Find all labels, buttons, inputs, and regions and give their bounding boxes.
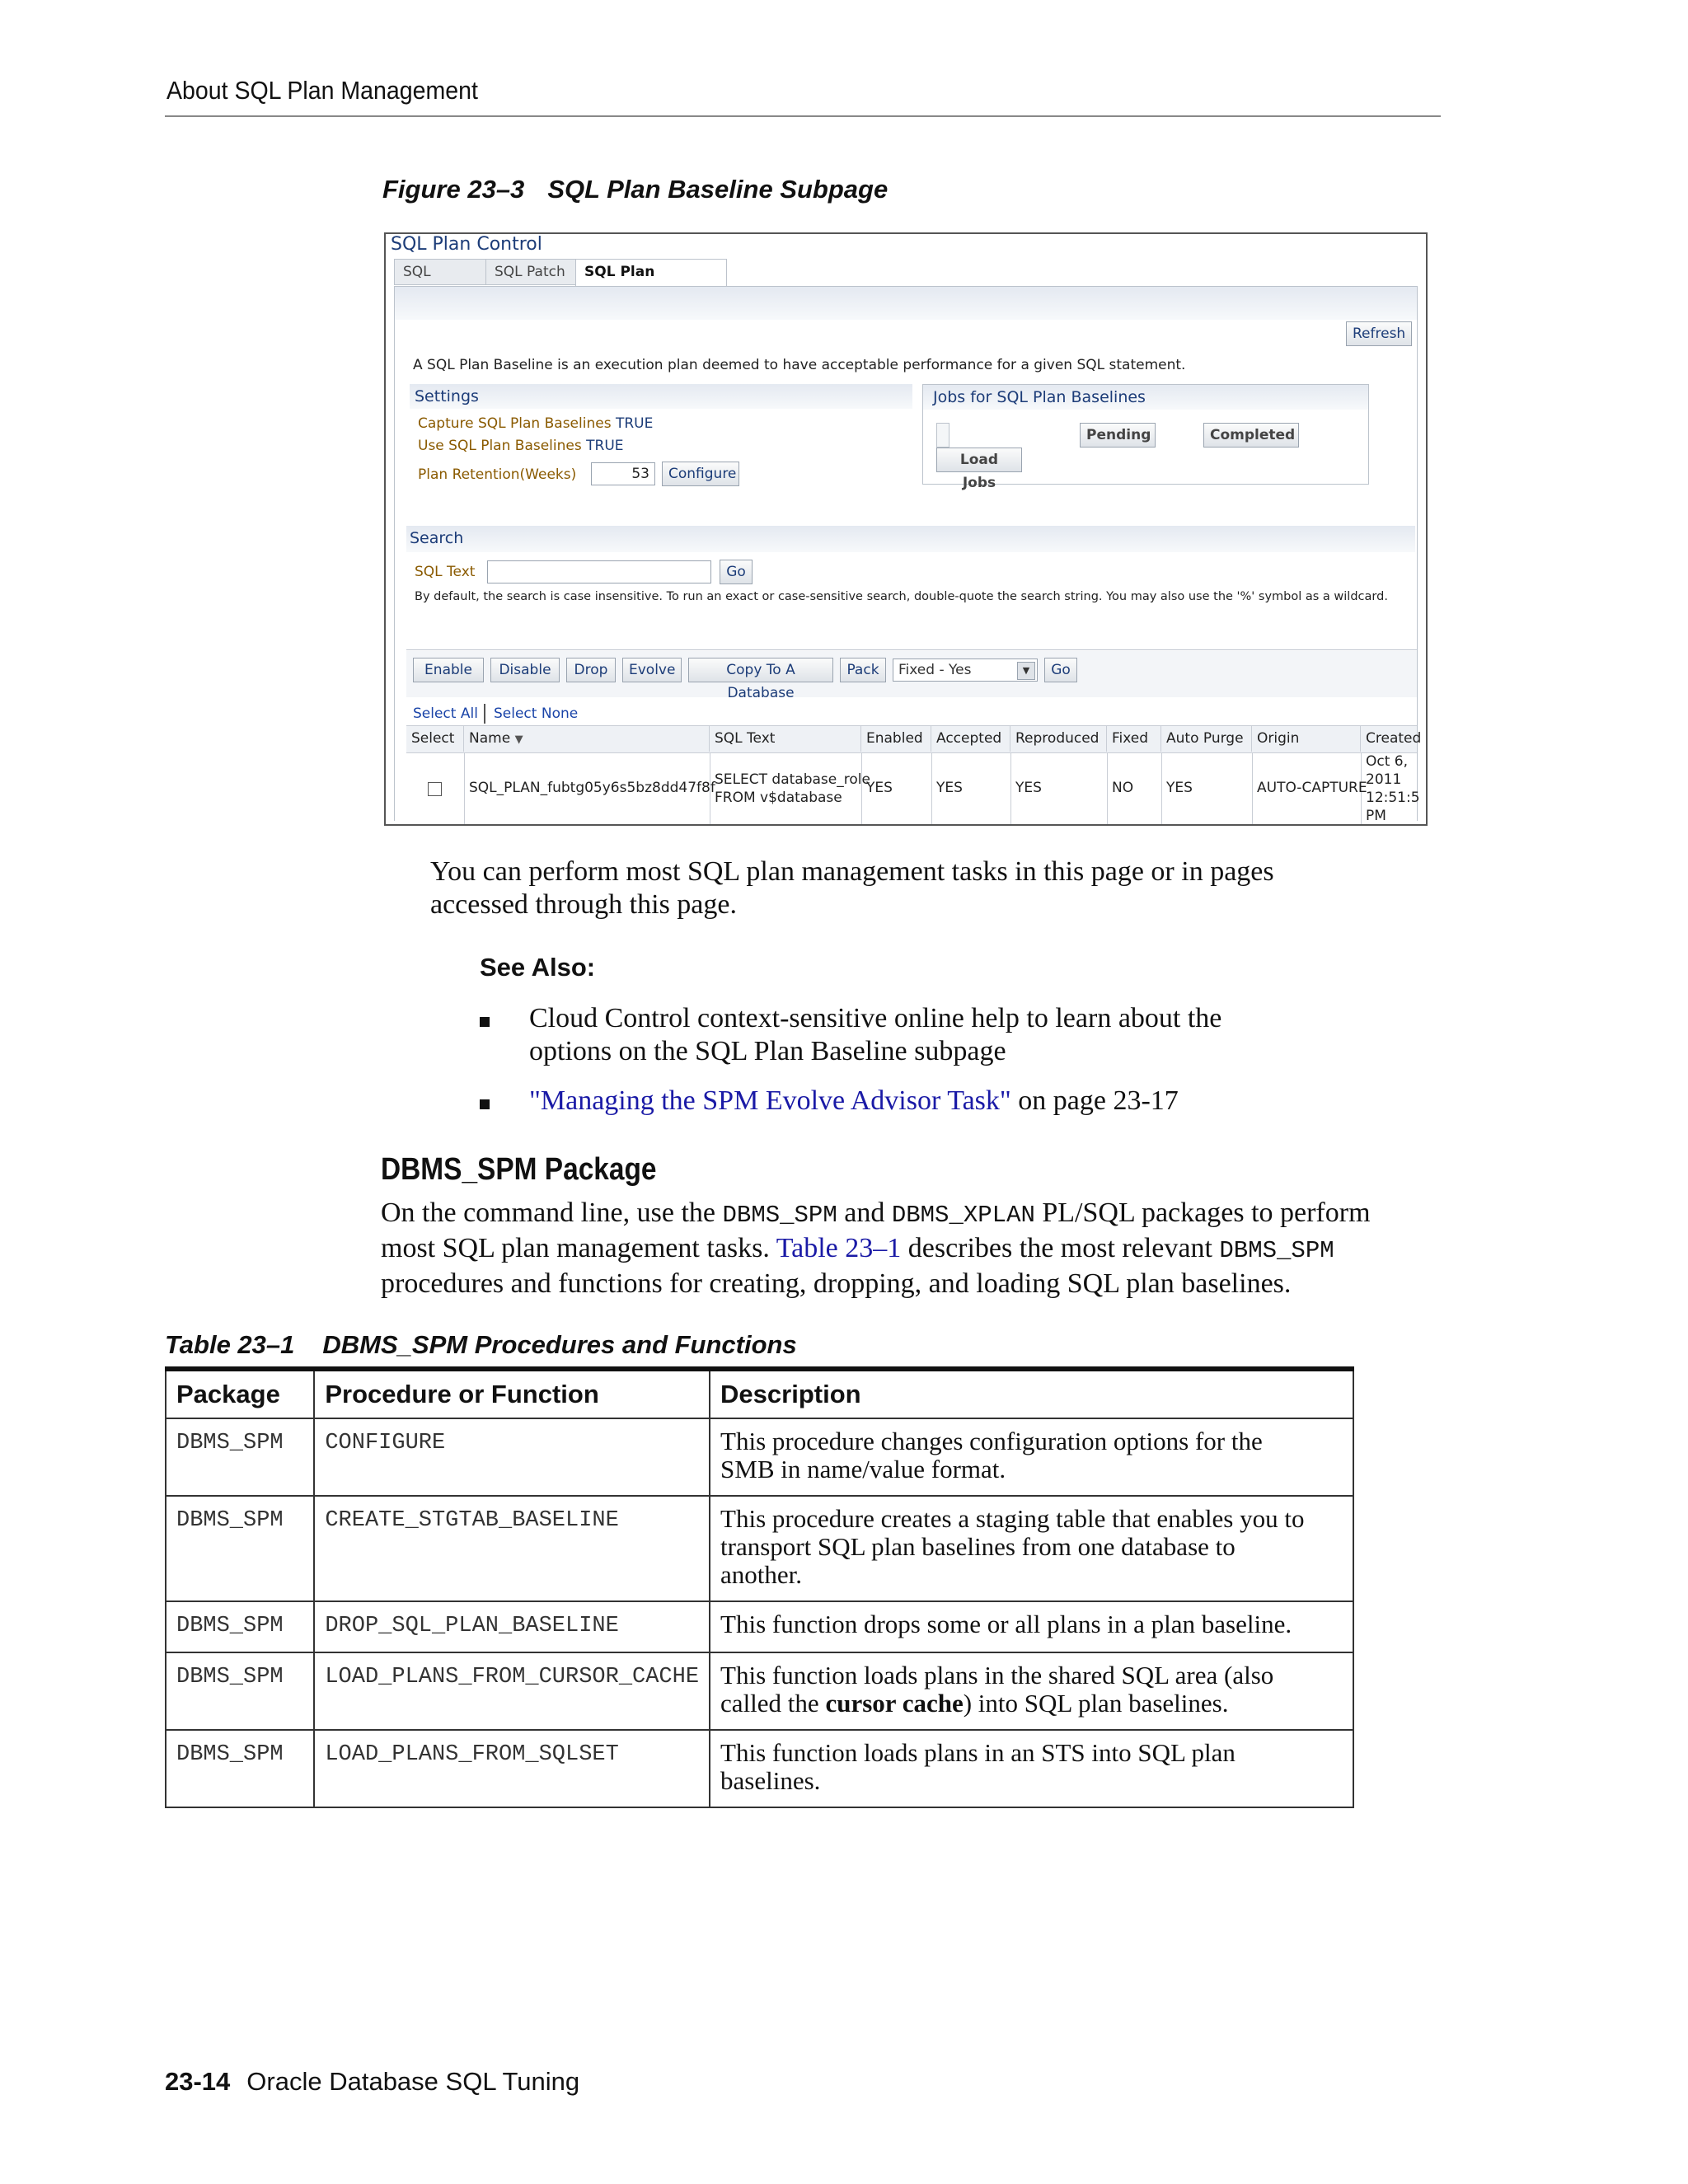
settings-bar — [410, 384, 912, 409]
desc-line: This function loads plans in an STS into SQL plan — [720, 1738, 1236, 1767]
cell-procedure: DROP_SQL_PLAN_BASELINE — [314, 1601, 710, 1652]
pending-button[interactable]: Pending — [1080, 423, 1156, 448]
table-header-row — [166, 1369, 1353, 1418]
cell-description — [710, 1601, 1353, 1652]
refresh-button[interactable]: Refresh — [1346, 321, 1412, 346]
bullet-icon — [480, 1099, 490, 1109]
page-footer — [165, 2067, 579, 2097]
use-value: TRUE — [586, 438, 624, 454]
text-run: called the — [720, 1689, 826, 1718]
text-run: most SQL plan management tasks. — [381, 1233, 776, 1263]
cell-package: DBMS_SPM — [166, 1601, 314, 1652]
desc-line: This function drops some or all plans in a plan baseline. — [720, 1610, 1292, 1638]
col-auto-purge: Auto Purge — [1161, 725, 1252, 752]
col-name-label: Name — [469, 730, 511, 747]
settings-heading: Settings — [415, 387, 479, 405]
accepted-value: YES — [936, 780, 963, 796]
search-heading: Search — [410, 529, 464, 547]
section-line-1 — [381, 1197, 1371, 1232]
fixed-select[interactable] — [893, 658, 1038, 682]
enable-button[interactable]: Enable — [413, 658, 484, 682]
header-procedure: Procedure or Function — [314, 1369, 710, 1418]
sql-text-link-2[interactable]: FROM v$database — [715, 790, 842, 806]
desc-line: SMB in name/value format. — [720, 1455, 1006, 1483]
capture-label: Capture SQL Plan Baselines — [418, 415, 612, 432]
baseline-grid — [406, 725, 1422, 824]
actions-go-button[interactable]: Go — [1044, 658, 1077, 682]
intro-line-2: accessed through this page. — [430, 889, 737, 920]
row-select-cell — [406, 752, 465, 825]
chevron-down-icon[interactable]: ▼ — [1017, 662, 1035, 680]
row-name-cell — [464, 752, 715, 825]
fixed-select-value: Fixed - Yes — [898, 662, 972, 678]
figure-caption — [382, 175, 888, 204]
cell-procedure: CONFIGURE — [314, 1418, 710, 1496]
col-origin: Origin — [1252, 725, 1361, 752]
search-go-button[interactable]: Go — [720, 560, 753, 584]
col-reproduced: Reproduced — [1010, 725, 1107, 752]
drop-button[interactable]: Drop — [566, 658, 616, 682]
auto-purge-value: YES — [1166, 780, 1193, 796]
row-checkbox[interactable] — [428, 782, 442, 796]
completed-button[interactable]: Completed — [1203, 423, 1299, 448]
bold-term: cursor cache — [825, 1689, 964, 1718]
row-enabled-cell — [861, 752, 932, 825]
toolbar-rule — [406, 649, 1417, 650]
section-line-2 — [381, 1232, 1371, 1268]
text-run: and — [837, 1197, 892, 1228]
section-line-3: procedures and functions for creating, dropping, and loading SQL plan baselines. — [381, 1268, 1292, 1299]
text-run: describes the most relevant — [901, 1233, 1220, 1263]
header-rule — [165, 115, 1441, 117]
cell-description — [710, 1496, 1353, 1601]
cell-package: DBMS_SPM — [166, 1496, 314, 1601]
see-also-item-1-line-1: Cloud Control context-sensitive online help to learn about the — [529, 1003, 1222, 1033]
figure-title: SQL Plan Baseline Subpage — [547, 175, 889, 204]
table-23-1-link[interactable]: Table 23–1 — [776, 1233, 902, 1263]
cell-package: DBMS_SPM — [166, 1652, 314, 1730]
figure-screenshot — [384, 232, 1428, 826]
see-also-item-1 — [529, 1002, 1221, 1068]
spm-procedures-table — [165, 1366, 1354, 1808]
desc-line: transport SQL plan baselines from one database to — [720, 1532, 1236, 1561]
see-also-item-2 — [529, 1085, 1179, 1118]
created-line-2: 2011 — [1366, 771, 1402, 788]
origin-value: AUTO-CAPTURE — [1257, 780, 1367, 796]
row-origin-cell — [1252, 752, 1367, 825]
evolve-button[interactable]: Evolve — [622, 658, 682, 682]
retention-label: Plan Retention(Weeks) — [418, 466, 577, 483]
tab-sql-plan-baseline[interactable]: SQL Plan — [575, 259, 727, 287]
figure-number: Figure 23–3 — [382, 175, 525, 204]
cell-procedure: LOAD_PLANS_FROM_CURSOR_CACHE — [314, 1652, 710, 1730]
created-line-1: Oct 6, — [1366, 753, 1409, 770]
jobs-heading: Jobs for SQL Plan Baselines — [933, 388, 1146, 406]
intro-paragraph — [430, 855, 1274, 921]
intro-line-1: You can perform most SQL plan management tasks in this page or in pages — [430, 856, 1274, 887]
desc-line: This function loads plans in the shared SQL area (also — [720, 1661, 1274, 1690]
disable-button[interactable]: Disable — [490, 658, 560, 682]
sql-text-input[interactable] — [487, 560, 711, 583]
code-dbms-xplan: DBMS_XPLAN — [891, 1202, 1035, 1229]
evolve-advisor-link[interactable]: "Managing the SPM Evolve Advisor Task" — [529, 1085, 1011, 1116]
section-paragraph — [381, 1197, 1371, 1301]
panel-top-band — [395, 287, 1417, 320]
desc-line: baselines. — [720, 1766, 821, 1795]
created-line-3: 12:51:5 — [1366, 790, 1420, 806]
capture-setting — [418, 415, 653, 432]
col-enabled: Enabled — [861, 725, 931, 752]
row-fixed-cell — [1107, 752, 1162, 825]
col-name[interactable] — [464, 725, 710, 752]
load-jobs-button[interactable]: Load Jobs — [936, 448, 1022, 472]
header-description: Description — [710, 1369, 1353, 1418]
baseline-intro: A SQL Plan Baseline is an execution plan deemed to have acceptable performance for a given SQL statement. — [413, 357, 1186, 373]
copy-to-database-button[interactable]: Copy To A Database — [688, 658, 833, 682]
text-run: On the command line, use the — [381, 1197, 723, 1228]
col-fixed: Fixed — [1107, 725, 1161, 752]
pack-button[interactable]: Pack — [840, 658, 886, 682]
baseline-name-link[interactable]: SQL_PLAN_fubtg05y6s5bz8dd47f8f — [469, 780, 715, 796]
row-created-cell — [1361, 752, 1427, 825]
enabled-value: YES — [866, 780, 893, 796]
sql-text-link-1[interactable]: SELECT database_role — [715, 771, 870, 788]
sort-desc-icon[interactable]: ▼ — [514, 733, 523, 746]
cell-procedure: CREATE_STGTAB_BASELINE — [314, 1496, 710, 1601]
table-row — [166, 1418, 1353, 1496]
created-line-4: PM — [1366, 808, 1386, 824]
reproduced-value: YES — [1015, 780, 1042, 796]
table-row — [406, 752, 1420, 825]
sql-plan-control-title: SQL Plan Control — [391, 234, 542, 255]
cell-description — [710, 1730, 1353, 1807]
desc-line: This procedure changes configuration options for the — [720, 1427, 1263, 1455]
see-also-item-2-page: on page 23-17 — [1010, 1085, 1179, 1116]
code-dbms-spm: DBMS_SPM — [722, 1202, 837, 1229]
fixed-value: NO — [1112, 780, 1134, 796]
text-run: PL/SQL packages to perform — [1034, 1197, 1371, 1228]
see-also-item-1-line-2: options on the SQL Plan Baseline subpage — [529, 1036, 1006, 1066]
table-row — [166, 1601, 1353, 1652]
jobs-box — [922, 384, 1369, 491]
see-also-label: See Also: — [480, 953, 596, 982]
sql-text-label: SQL Text — [415, 564, 476, 580]
text-run: ) into SQL plan baselines. — [963, 1689, 1229, 1718]
table-row — [166, 1496, 1353, 1601]
desc-line: another. — [720, 1560, 803, 1589]
use-setting — [418, 438, 624, 454]
code-dbms-spm: DBMS_SPM — [1219, 1237, 1334, 1264]
table-row — [166, 1652, 1353, 1730]
jobs-blank-cell — [936, 423, 950, 448]
configure-button[interactable]: Configure — [662, 462, 739, 486]
capture-value: TRUE — [615, 415, 654, 432]
select-all-link[interactable]: Select All — [413, 705, 478, 722]
header-package: Package — [166, 1369, 314, 1418]
row-accepted-cell — [931, 752, 1011, 825]
cell-procedure: LOAD_PLANS_FROM_SQLSET — [314, 1730, 710, 1807]
select-none-link[interactable]: Select None — [494, 705, 579, 722]
cell-description — [710, 1652, 1353, 1730]
search-help-text: By default, the search is case insensitive. To run an exact or case-sensitive search, double-quote the search string. You may also use the '%' symbol as a wildcard. — [415, 590, 1388, 603]
tab-sql-patch[interactable]: SQL Patch — [485, 259, 576, 285]
cell-package: DBMS_SPM — [166, 1730, 314, 1807]
tab-panel — [394, 286, 1422, 824]
search-bar — [406, 526, 1415, 552]
use-label: Use SQL Plan Baselines — [418, 438, 582, 454]
retention-input[interactable]: 53 — [591, 462, 655, 485]
bullet-icon — [480, 1017, 490, 1027]
section-heading: DBMS_SPM Package — [381, 1152, 657, 1187]
link-separator — [484, 704, 485, 724]
col-accepted: Accepted — [931, 725, 1010, 752]
running-header: About SQL Plan Management — [166, 76, 478, 105]
cell-description — [710, 1418, 1353, 1496]
tab-sql-profile[interactable]: SQL — [394, 259, 486, 285]
book-title: Oracle Database SQL Tuning — [246, 2067, 580, 2096]
desc-line: This procedure creates a staging table that enables you to — [720, 1504, 1305, 1533]
col-sql-text: SQL Text — [710, 725, 861, 752]
table-title: DBMS_SPM Procedures and Functions — [322, 1330, 797, 1359]
page-number: 23-14 — [165, 2067, 231, 2096]
desc-line — [720, 1690, 1343, 1718]
col-select: Select — [406, 725, 464, 752]
col-created: Created — [1366, 730, 1422, 747]
row-reproduced-cell — [1010, 752, 1108, 825]
row-auto-purge-cell — [1161, 752, 1253, 825]
table-caption — [165, 1330, 797, 1360]
table-row — [166, 1730, 1353, 1807]
cell-package: DBMS_SPM — [166, 1418, 314, 1496]
row-sql-text-cell — [710, 752, 870, 825]
table-number: Table 23–1 — [165, 1330, 295, 1359]
